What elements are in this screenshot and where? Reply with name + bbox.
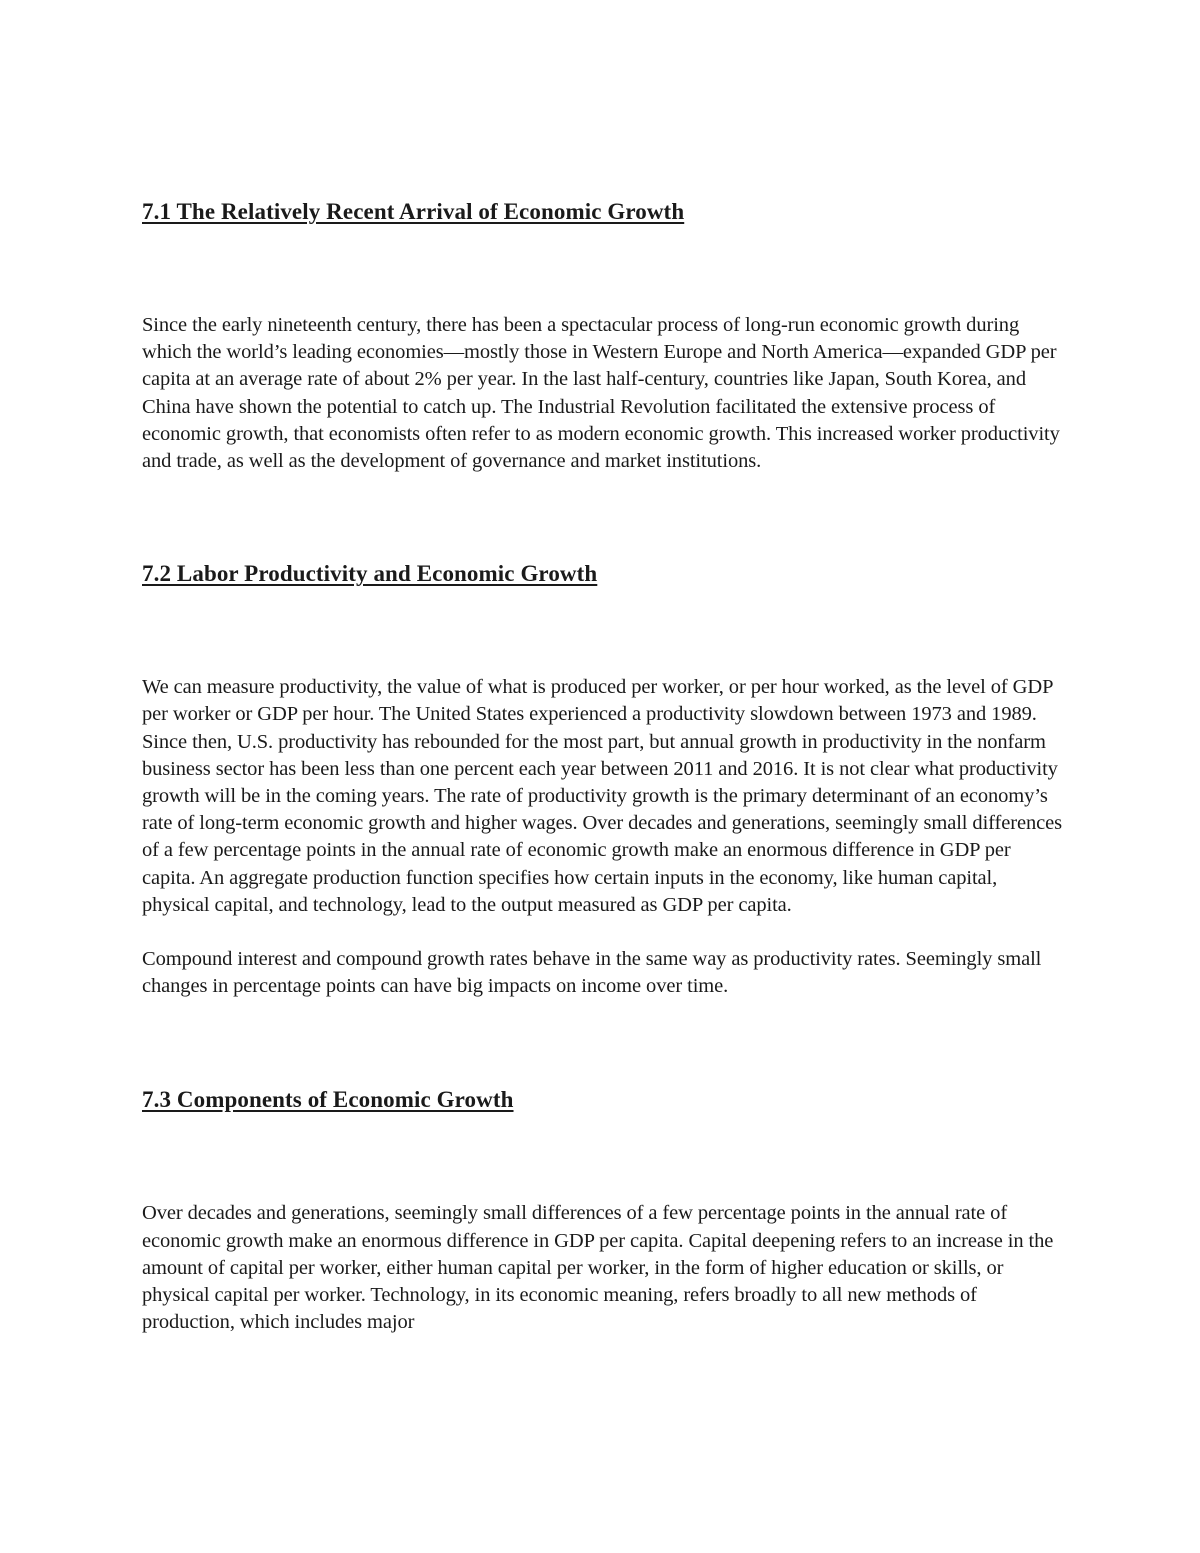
section-heading-7-1: 7.1 The Relatively Recent Arrival of Economic Growth	[142, 199, 685, 224]
section-heading-7-2: 7.2 Labor Productivity and Economic Growth	[142, 561, 598, 587]
paragraph: We can measure productivity, the value of what is produced per worker, or per hour worked, as the level of GDP per worker or GDP per hour. The United States experienced a productivity slowdown between 1973 and 1989. Since then, U.S. productivity has rebounded for the most part, but annual growth in productivity in the nonfarm business sector has been less than one percent each year between 2011 and 2016. It is not clear what productivity growth will be in the coming years. The rate of productivity growth is the primary determinant of an economy’s rate of long-term economic growth and higher wages. Over decades and generations, seemingly small differences of a few percentage points in the annual rate of economic growth make an enormous difference in GDP per capita. An aggregate production function specifies how certain inputs in the economy, like human capital, physical capital, and technology, lead to the output measured as GDP per capita.	[142, 676, 1062, 916]
paragraph: Compound interest and compound growth rates behave in the same way as productivity rates. Seemingly small changes in percentage points can have big impacts on income over time.	[142, 948, 1042, 998]
paragraph: Since the early nineteenth century, there has been a spectacular process of long-run economic growth during which the world’s leading economies—mostly those in Western Europe and North America—expanded GDP per capita at an average rate of about 2% per year. In the last half-century, countries like Japan, South Korea, and China have shown the potential to catch up. The Industrial Revolution facilitated the extensive process of economic growth, that economists often refer to as modern economic growth. This increased worker productivity and trade, as well as the development of governance and market institutions.	[142, 314, 1060, 473]
paragraph: Over decades and generations, seemingly small differences of a few percentage points in the annual rate of economic growth make an enormous difference in GDP per capita. Capital deepening refers to an increase in the amount of capital per worker, either human capital per worker, in the form of higher education or skills, or physical capital per worker. Technology, in its economic meaning, refers broadly to all new methods of production, which includes major	[142, 1202, 1054, 1334]
section-heading-7-3: 7.3 Components of Economic Growth	[142, 1087, 514, 1113]
document-body	[142, 196, 1067, 1336]
